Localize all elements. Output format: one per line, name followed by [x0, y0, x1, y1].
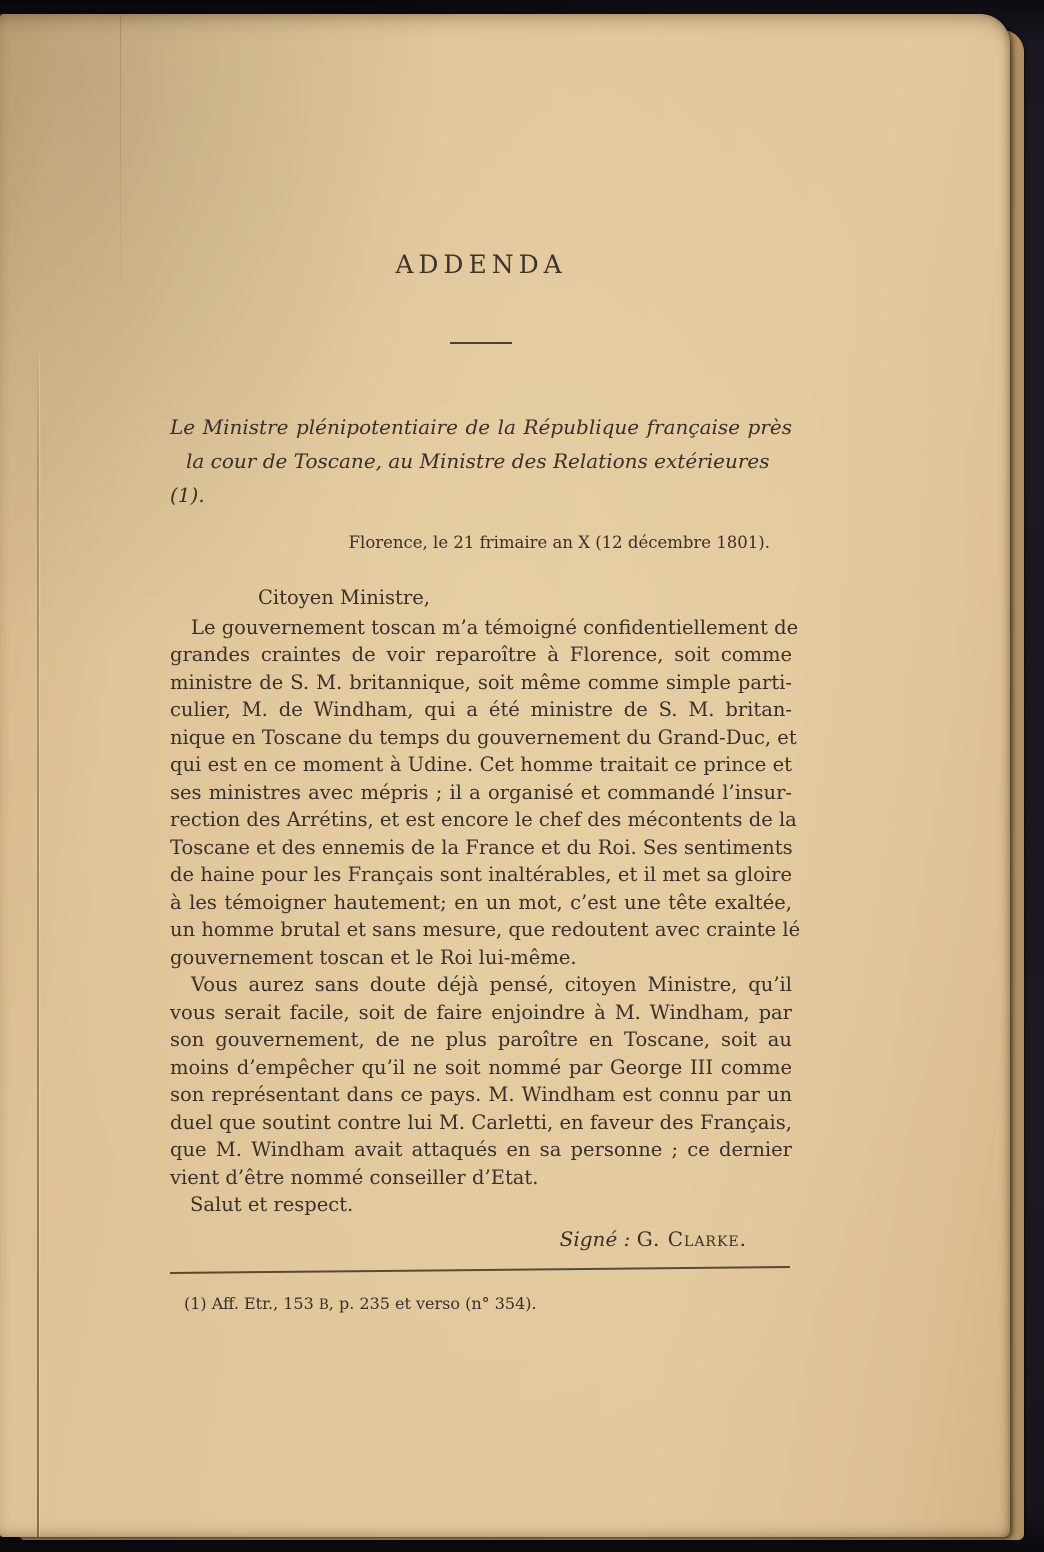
book-page: [0, 14, 1010, 1537]
body-line: de haine pour les Français sont inaltérables, et il met sa gloire: [170, 863, 792, 886]
body-line: grandes craintes de voir reparoître à Florence, soit comme: [170, 643, 792, 666]
body-line: son gouvernement, de ne plus paroître en Toscane, soit au: [170, 1028, 792, 1051]
body-line: Toscane et des ennemis de la France et du Roi. Ses sentiments: [170, 835, 793, 859]
paragraph-2: [170, 971, 792, 1191]
body-line: vient d’être nommé conseiller d’Etat.: [170, 1165, 539, 1189]
body-line: vous serait facile, soit de faire enjoindre à M. Windham, par: [170, 1000, 792, 1024]
letter-heading-line-2: la cour de Toscane, au Ministre des Relations extérieures (1).: [170, 449, 770, 507]
dateline: Florence, le 21 frimaire an X (12 décembre 1801).: [348, 533, 770, 552]
paragraph-1: [170, 614, 801, 972]
body-line: gouvernement toscan et le Roi lui-même.: [170, 945, 577, 969]
page-content: [170, 250, 801, 1316]
page-title: ADDENDA: [395, 250, 567, 279]
signature-name: G. Clarke.: [636, 1226, 747, 1251]
body-line: son représentant dans ce pays. M. Windham est connu par un: [170, 1083, 792, 1106]
body-line: ses ministres avec mépris ; il a organisé et commandé l’insur-: [170, 780, 792, 804]
footnote-text-2: , p. 235 et verso (n° 354).: [328, 1293, 537, 1313]
signature-label: Signé :: [559, 1226, 637, 1251]
body-line: culier, M. de Windham, qui a été ministre de S. M. britan-: [170, 698, 792, 721]
body-line: Vous aurez sans doute déjà pensé, citoyen Ministre, qu’il: [191, 973, 792, 996]
body-line: moins d’empêcher qu’il ne soit nommé par George III comme: [170, 1055, 792, 1079]
title-divider-rule: [450, 342, 512, 344]
body-line: qui est en ce moment à Udine. Cet homme traitait ce prince et: [170, 753, 792, 776]
footnote: [170, 1293, 792, 1316]
body-line: que M. Windham avait attaqués en sa personne ; ce dernier: [170, 1138, 792, 1161]
page-crease: [37, 354, 39, 1537]
letter-heading: [170, 410, 792, 512]
closing-line: Salut et respect.: [190, 1193, 354, 1216]
body-line: un homme brutal et sans mesure, que redoutent avec crainte lé: [170, 918, 801, 941]
body-line: à les témoigner hautement; en un mot, c’est une tête exaltée,: [170, 890, 792, 914]
letter-heading-line-1: Le Ministre plénipotentiaire de la République française près: [170, 415, 792, 439]
page-crease-top: [120, 14, 121, 314]
body-line: Le gouvernement toscan m’a témoigné confidentiellement de: [191, 615, 799, 639]
body-line: rection des Arrétins, et est encore le chef des mécontents de la: [170, 808, 797, 831]
footnote-smallcap-b: B: [318, 1296, 329, 1313]
signature-line: [170, 1225, 792, 1253]
letter-body: [170, 614, 801, 1192]
salutation: Citoyen Ministre,: [258, 586, 430, 609]
body-line: duel que soutint contre lui M. Carletti, en faveur des Français,: [170, 1110, 792, 1134]
body-line: ministre de S. M. britannique, soit même comme simple parti-: [170, 670, 792, 694]
footnote-rule: [170, 1266, 790, 1274]
body-line: nique en Toscane du temps du gouvernement du Grand-Duc, et: [170, 725, 797, 749]
footnote-text-1: (1) Aff. Etr., 153: [184, 1293, 319, 1313]
